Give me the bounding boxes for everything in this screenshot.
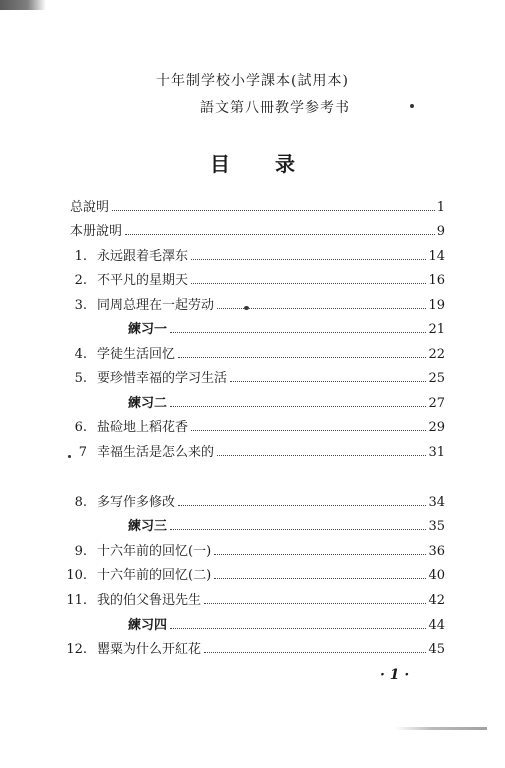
dot-leader	[214, 554, 426, 555]
toc-entry-title: 不平凡的星期天	[97, 273, 189, 288]
toc-entry	[65, 272, 445, 290]
toc-entry	[65, 370, 445, 388]
toc-entry-page: 25	[428, 371, 445, 386]
dot-leader	[230, 381, 426, 382]
page-number: · 1 ·	[380, 667, 410, 683]
book-subtitle: 語文第八冊教学参考书	[200, 100, 350, 116]
toc-entry-page: 36	[428, 544, 445, 559]
toc-entry	[70, 223, 445, 241]
dot-leader	[191, 259, 426, 260]
toc-entry-page: 44	[428, 618, 445, 633]
dot-leader	[204, 652, 426, 653]
dot-leader	[204, 603, 426, 604]
toc-entry	[65, 419, 445, 437]
dot-leader	[170, 529, 426, 530]
toc-entry-title: 練习三	[128, 519, 168, 534]
dot-leader	[178, 505, 426, 506]
toc-entry-title: 罌粟为什么开紅花	[97, 642, 202, 657]
toc-entry-page: 34	[428, 495, 445, 510]
toc-entry-number: 6.	[74, 420, 87, 435]
toc-entry-page: 1	[436, 200, 445, 215]
toc-entry-page: 35	[428, 519, 445, 534]
dot-leader	[170, 332, 426, 333]
toc-entry-number: 9.	[74, 544, 87, 559]
toc-entry-title: 我的伯父鲁迅先生	[97, 593, 202, 608]
toc-heading: 目 录	[210, 152, 295, 176]
toc-entry	[65, 444, 445, 462]
book-series-title: 十年制学校小学課本(試用本)	[156, 73, 349, 89]
dot-leader	[125, 234, 435, 235]
toc-entry-page: 22	[428, 347, 445, 362]
toc-entry-number: 12.	[66, 642, 87, 657]
toc-entry-number: 2.	[74, 273, 87, 288]
toc-entry-page: 40	[428, 568, 445, 583]
dot-leader	[170, 406, 426, 407]
toc-entry-title: 多写作多修改	[97, 495, 176, 510]
dot-leader	[191, 283, 426, 284]
toc-entry	[70, 199, 445, 217]
toc-entry-number: 3.	[74, 298, 87, 313]
toc-entry-title: 总說明	[70, 200, 110, 215]
toc-entry-title: 本册說明	[70, 224, 123, 239]
toc-entry-page: 9	[436, 224, 445, 239]
toc-entry-page: 29	[428, 420, 445, 435]
toc-entry	[128, 321, 445, 339]
toc-entry-title: 十六年前的回忆(二)	[97, 568, 212, 583]
toc-entry-title: 盐硷地上稻花香	[97, 420, 189, 435]
toc-entry	[65, 641, 445, 659]
toc-entry	[128, 395, 445, 413]
dot-leader	[178, 357, 426, 358]
dot-leader	[191, 430, 426, 431]
toc-entry-page: 19	[428, 298, 445, 313]
toc-entry-title: 練习一	[128, 322, 168, 337]
toc-entry-title: 永远跟着毛澤东	[97, 249, 189, 264]
toc-entry	[65, 297, 445, 315]
toc-entry-number: 10.	[66, 568, 87, 583]
toc-entry	[65, 346, 445, 364]
dot-leader	[217, 455, 426, 456]
toc-entry-number: 4.	[74, 347, 87, 362]
toc-entry-number: 5.	[74, 371, 87, 386]
toc-entry-page: 21	[428, 322, 445, 337]
toc-entry	[65, 543, 445, 561]
toc-entry-page: 27	[428, 396, 445, 411]
toc-entry-page: 31	[428, 445, 445, 460]
scan-artifact-top	[0, 0, 46, 10]
toc-entry-title: 練习四	[128, 618, 168, 633]
toc-entry-page: 45	[428, 642, 445, 657]
toc-entry-page: 16	[428, 273, 445, 288]
dot-leader	[214, 578, 426, 579]
toc-entry	[65, 494, 445, 512]
toc-entry-title: 同周总理在一起劳动	[97, 298, 215, 313]
dot-leader	[112, 210, 435, 211]
toc-entry	[65, 592, 445, 610]
toc-entry-number: 7	[78, 445, 87, 460]
toc-entry-title: 要珍惜幸福的学习生活	[97, 371, 228, 386]
dot-leader	[170, 628, 426, 629]
toc-entry	[65, 567, 445, 585]
toc-entry	[128, 518, 445, 536]
toc-entry	[65, 248, 445, 266]
toc-entry-title: 幸福生活是怎么来的	[97, 445, 215, 460]
toc-entry-number: 11.	[66, 593, 87, 608]
scan-speck	[410, 104, 414, 108]
toc-entry-title: 学徒生活回忆	[97, 347, 176, 362]
toc-entry-page: 42	[428, 593, 445, 608]
toc-entry-number: 8.	[74, 495, 87, 510]
scan-artifact-bottom	[395, 727, 487, 730]
toc-entry-page: 14	[428, 249, 445, 264]
toc-entry-title: 十六年前的回忆(一)	[97, 544, 212, 559]
dot-leader	[217, 308, 426, 309]
toc-entry	[128, 617, 445, 635]
toc-entry-number: 1.	[74, 249, 87, 264]
toc-entry-title: 練习二	[128, 396, 168, 411]
